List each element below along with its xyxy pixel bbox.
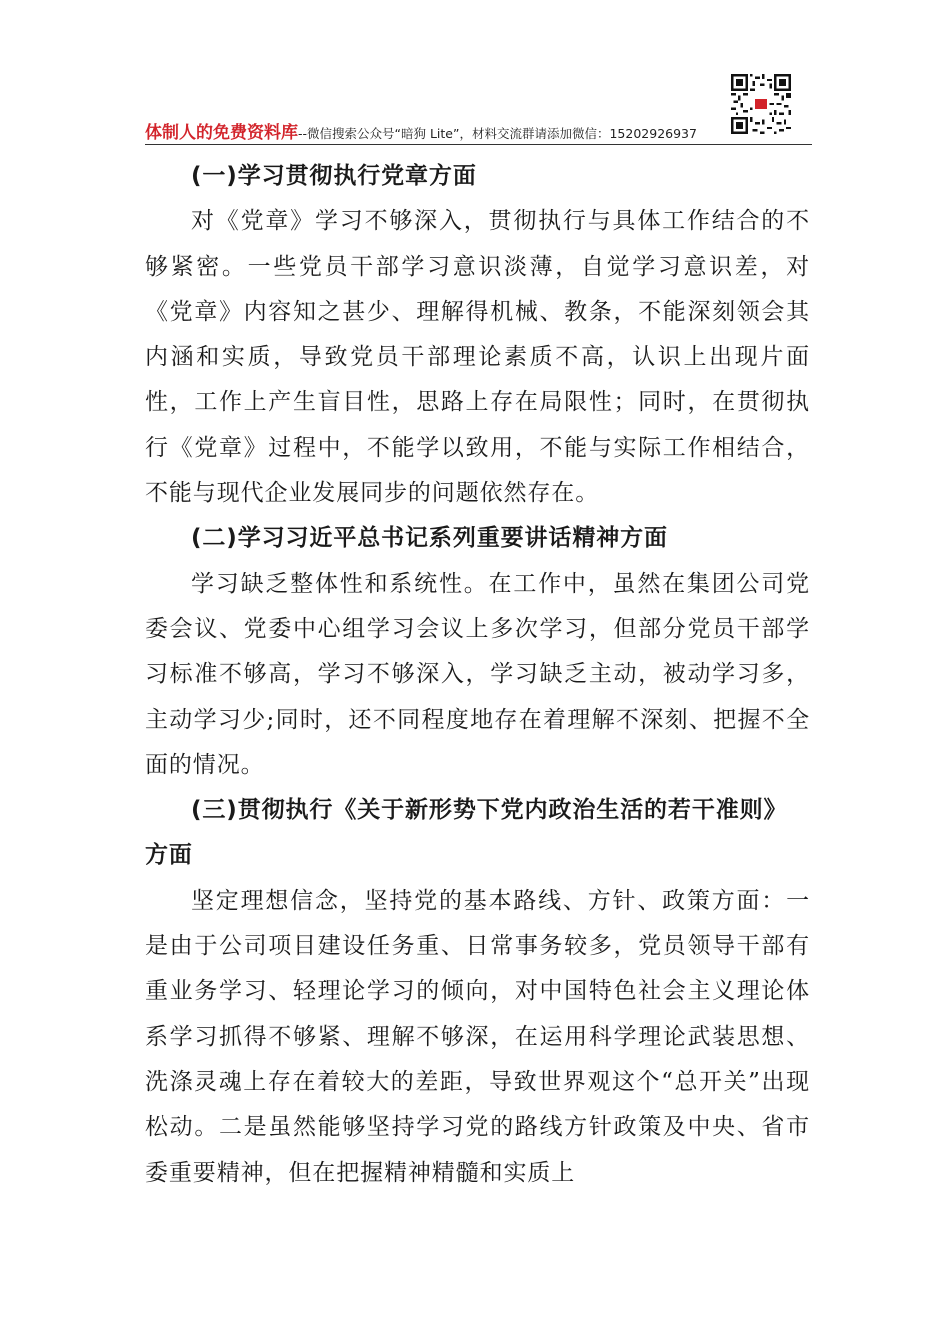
section-heading: (二)学习习近平总书记系列重要讲话精神方面 — [191, 525, 668, 552]
header-note: --微信搜索公众号“暗狗 Lite”，材料交流群请添加微信：15202926937 — [298, 126, 697, 141]
section-heading: (一)学习贯彻执行党章方面 — [191, 163, 477, 189]
header-rule — [145, 144, 812, 145]
section-paragraph: 坚定理想信念，坚持党的基本路线、方针、政策方面：一是由于公司项目建设任务重、日常事务较多，党员领导干部有重业务学习、轻理论学习的倾向，对中国特色社会主义理论体系学习抓得不够紧、理解不够深，在运用科学理论武装思想、洗涤灵魂上存在着较大的差距，导致世界观这个“总开关”出现松动。二是虽然能够坚持学习党的路线方针政策及中央、省市委重要精神，但在把握精神精髓和实质上 — [145, 887, 810, 1186]
section-heading: (三)贯彻执行《关于新形势下党内政治生活的若干准则》方面 — [145, 797, 788, 869]
section-paragraph: 对《党章》学习不够深入，贯彻执行与具体工作结合的不够紧密。一些党员干部学习意识淡薄，自觉学习意识差，对《党章》内容知之甚少、理解得机械、教条，不能深刻领会其内涵和实质，导致党员干部理论素质不高，认识上出现片面性，工作上产生盲目性，思路上存在局限性；同时，在贯彻执行《党章》过程中，不能学以致用，不能与实际工作相结合，不能与现代企业发展同步的问题依然存在。 — [145, 208, 810, 507]
document-body — [145, 154, 810, 1196]
page-header — [145, 118, 810, 146]
section-paragraph: 学习缺乏整体性和系统性。在工作中，虽然在集团公司党委会议、党委中心组学习会议上多次学习，但部分党员干部学习标准不够高，学习不够深入，学习缺乏主动，被动学习多，主动学习少;同时，还不同程度地存在着理解不深刻、把握不全面的情况。 — [145, 570, 810, 778]
header-brand: 体制人的免费资料库 — [145, 123, 298, 143]
qr-code-icon — [731, 74, 791, 134]
